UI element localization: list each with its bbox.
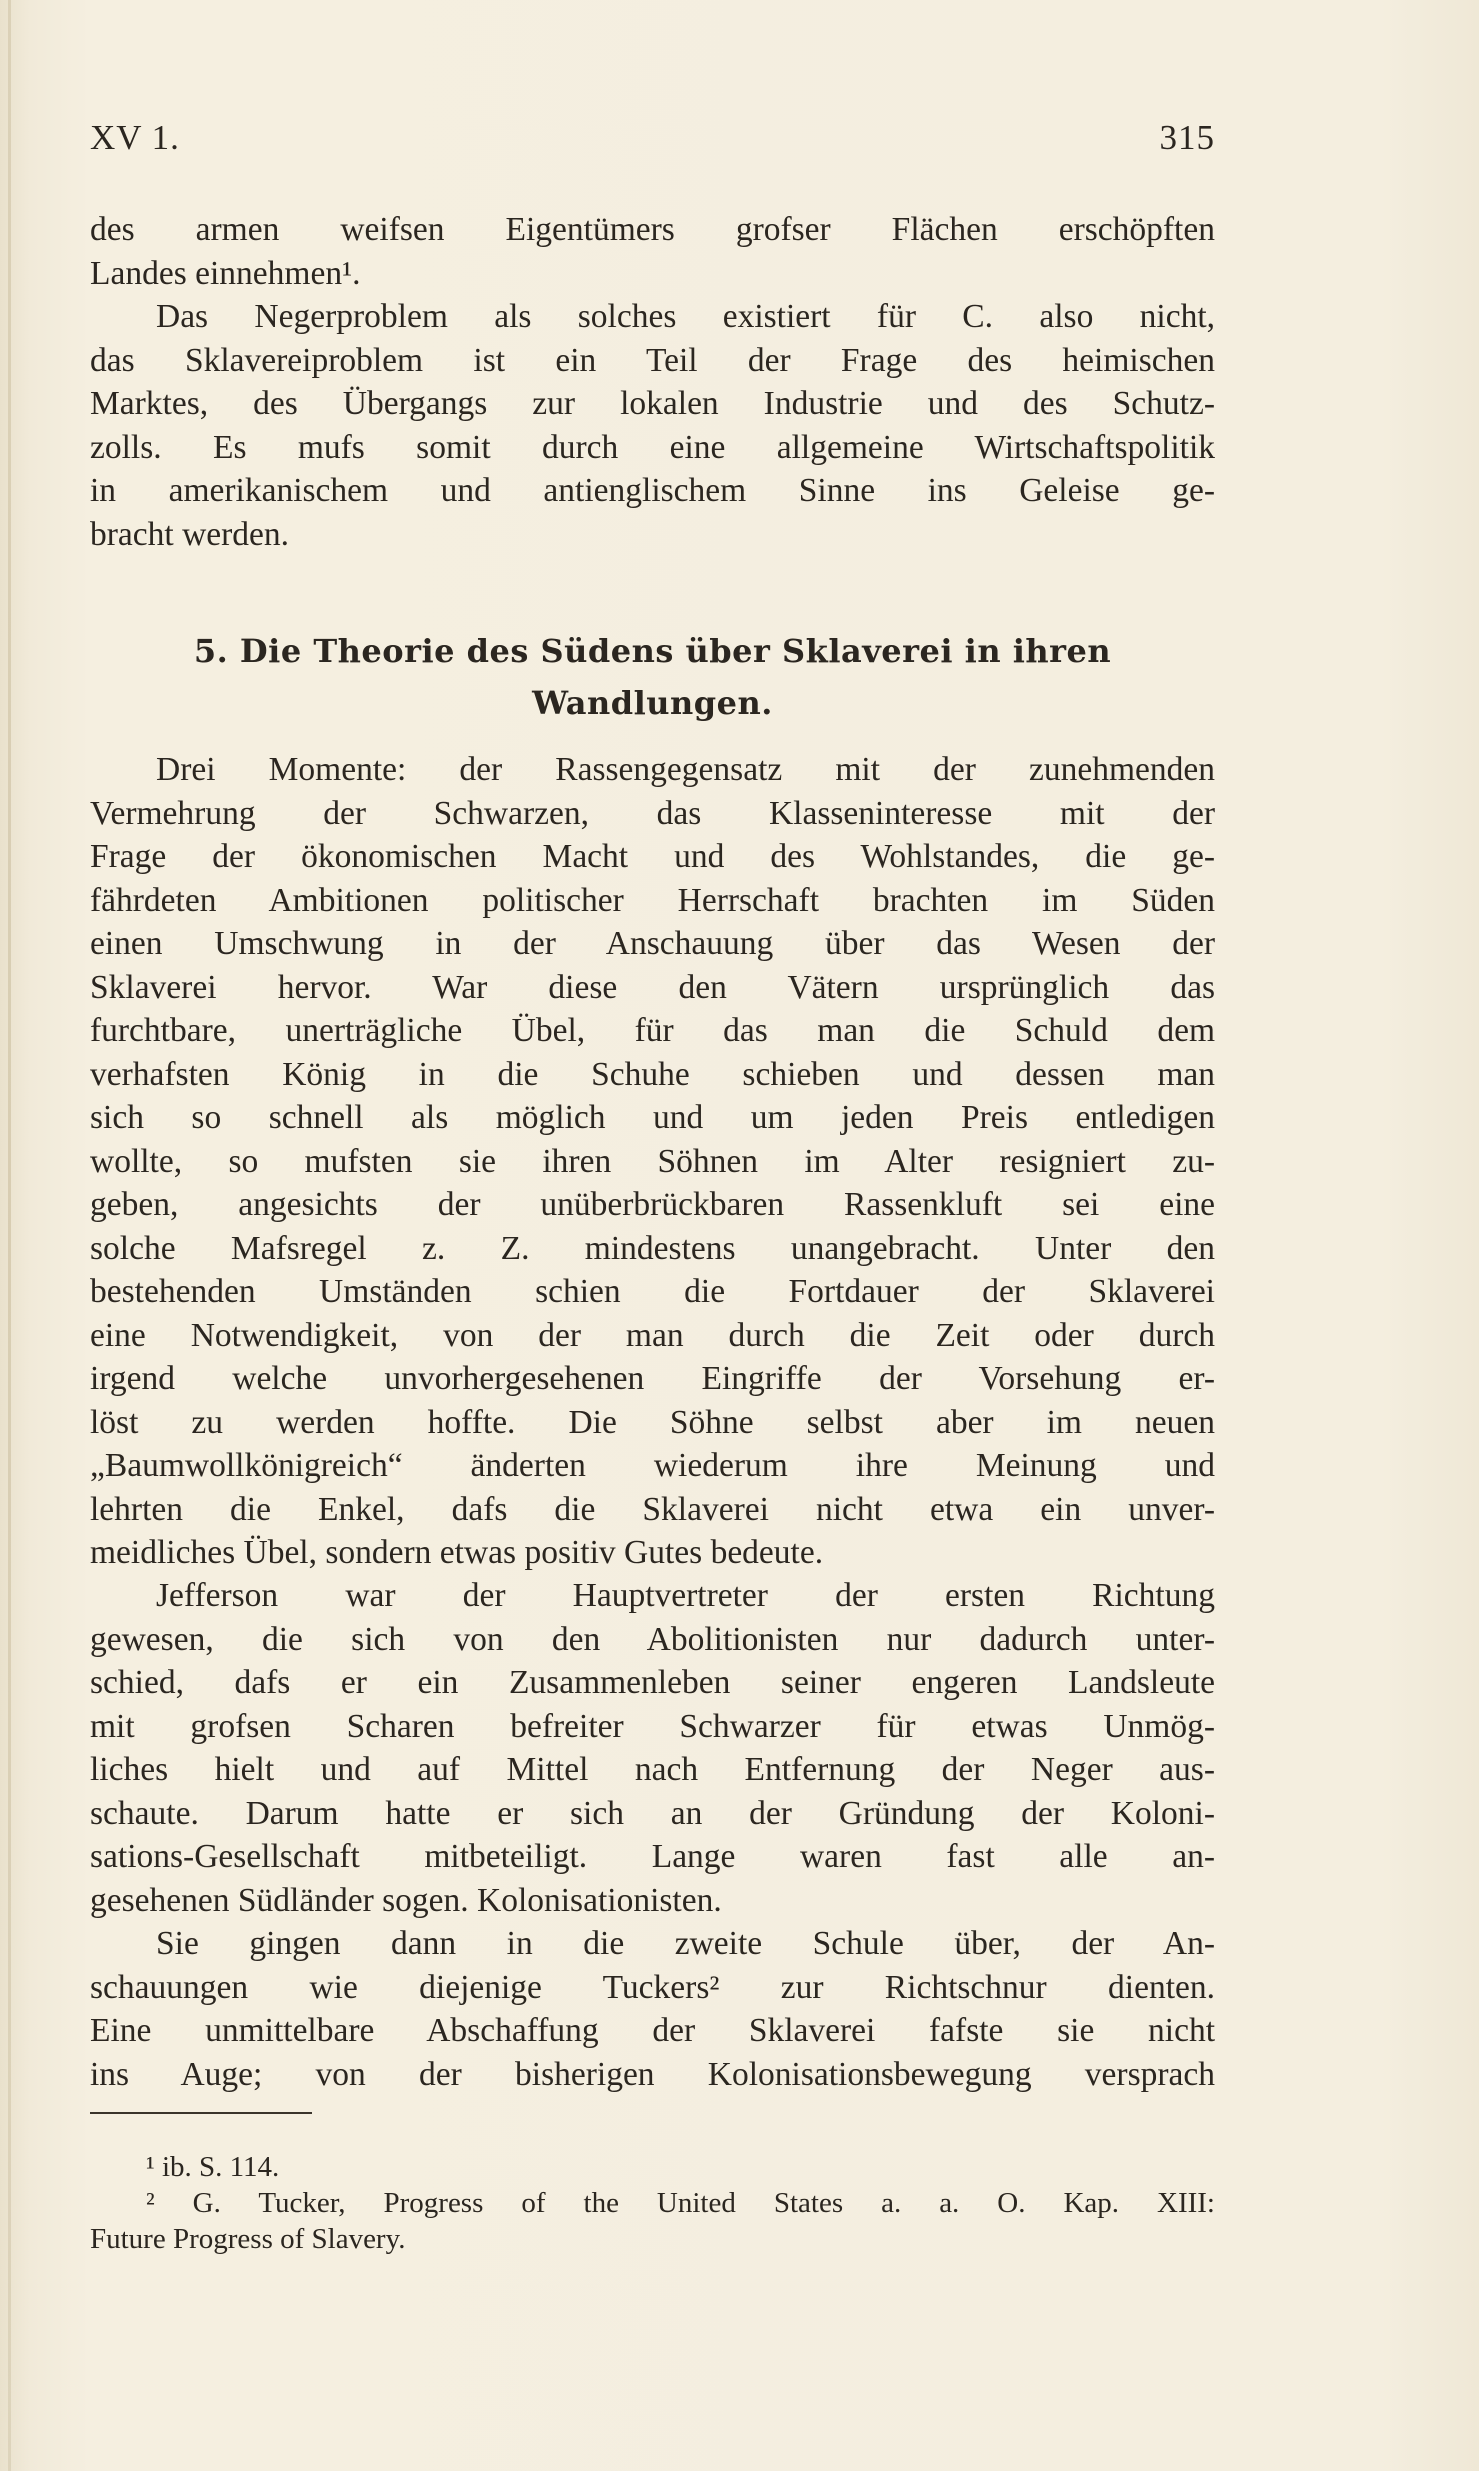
- text-line: gewesen, die sich von den Abolitionisten nur dadurch unter-: [90, 1620, 1215, 1658]
- text-line: Sklaverei hervor. War diese den Vätern ursprünglich das: [90, 968, 1215, 1006]
- section-heading: [90, 625, 1215, 729]
- footnote-rule: [90, 2112, 312, 2114]
- text-line: in amerikanischem und antienglischem Sinne ins Geleise ge-: [90, 472, 1215, 509]
- paragraph-jefferson: [90, 1574, 1215, 1922]
- paragraph-drei-momente: [90, 748, 1215, 1575]
- text-line: schauungen wie diejenige Tuckers² zur Richtschnur dienten.: [90, 1968, 1215, 2006]
- text-line: eine Notwendigkeit, von der man durch die Zeit oder durch: [90, 1316, 1215, 1354]
- text-line: Sie gingen dann in die zweite Schule über, der An-: [156, 1925, 1215, 1962]
- paragraph-continuation: [90, 208, 1215, 295]
- text-line: Frage der ökonomischen Macht und des Wohlstandes, die ge-: [90, 838, 1215, 875]
- text-line: Marktes, des Übergangs zur lokalen Industrie und des Schutz-: [90, 385, 1215, 422]
- text-line: schied, dafs er ein Zusammenleben seiner engeren Landsleute: [90, 1664, 1215, 1701]
- text-line: irgend welche unvorhergesehenen Eingriffe der Vorsehung er-: [90, 1360, 1215, 1397]
- text-line: bestehenden Umständen schien die Fortdauer der Sklaverei: [90, 1273, 1215, 1310]
- paragraph-zweite-schule: [90, 1922, 1215, 2096]
- text-line: wollte, so mufsten sie ihren Söhnen im Alter resigniert zu-: [90, 1142, 1215, 1180]
- text-line: Vermehrung der Schwarzen, das Klasseninteresse mit der: [90, 794, 1215, 832]
- text-line: sations-Gesellschaft mitbeteiligt. Lange waren fast alle an-: [90, 1838, 1215, 1875]
- text-line: des armen weifsen Eigentümers grofser Flächen erschöpften: [90, 211, 1215, 248]
- footnote-1: ¹ ib. S. 114.: [146, 2151, 280, 2183]
- section-heading-line: 5. Die Theorie des Südens über Sklaverei in ihren: [193, 632, 1112, 670]
- section-heading-line: Wandlungen.: [532, 684, 773, 722]
- text-line: liches hielt und auf Mittel nach Entfernung der Neger aus-: [90, 1751, 1215, 1788]
- paragraph-negerproblem: [90, 295, 1215, 556]
- text-line: Eine unmittelbare Abschaffung der Sklaverei fafste sie nicht: [90, 2012, 1215, 2049]
- text-line: furchtbare, unerträgliche Übel, für das man die Schuld dem: [90, 1012, 1215, 1049]
- running-header: [90, 118, 1215, 168]
- text-line: lehrten die Enkel, dafs die Sklaverei nicht etwa ein unver-: [90, 1490, 1215, 1528]
- text-line: solche Mafsregel z. Z. mindestens unangebracht. Unter den: [90, 1229, 1215, 1267]
- footnote-2-continued: Future Progress of Slavery.: [90, 2223, 406, 2255]
- text-line: Jefferson war der Hauptvertreter der ersten Richtung: [156, 1577, 1215, 1614]
- text-line: Das Negerproblem als solches existiert für C. also nicht,: [156, 298, 1215, 335]
- text-line: Drei Momente: der Rassengegensatz mit der zunehmenden: [156, 751, 1215, 788]
- text-line: einen Umschwung in der Anschauung über das Wesen der: [90, 925, 1215, 962]
- text-line: fährdeten Ambitionen politischer Herrschaft brachten im Süden: [90, 881, 1215, 919]
- text-line: bracht werden.: [90, 515, 290, 553]
- text-line: geben, angesichts der unüberbrückbaren Rassenkluft sei eine: [90, 1186, 1215, 1223]
- page-number: 315: [1159, 118, 1215, 157]
- page-edge-shadow: [8, 0, 11, 2471]
- text-line: meidliches Übel, sondern etwas positiv Gutes bedeute.: [90, 1534, 824, 1571]
- text-line: sich so schnell als möglich und um jeden Preis entledigen: [90, 1099, 1215, 1136]
- section-label: XV 1.: [90, 118, 180, 157]
- text-line: verhafsten König in die Schuhe schieben und dessen man: [90, 1055, 1215, 1093]
- text-line: schaute. Darum hatte er sich an der Gründung der Koloni-: [90, 1794, 1215, 1832]
- text-line: ins Auge; von der bisherigen Kolonisationsbewegung versprach: [90, 2055, 1215, 2093]
- text-line: löst zu werden hoffte. Die Söhne selbst aber im neuen: [90, 1403, 1215, 1441]
- footnote-2: ² G. Tucker, Progress of the United States a. a. O. Kap. XIII:: [146, 2187, 1215, 2219]
- text-line: mit grofsen Scharen befreiter Schwarzer für etwas Unmög-: [90, 1707, 1215, 1745]
- text-line: das Sklavereiproblem ist ein Teil der Frage des heimischen: [90, 341, 1215, 379]
- text-line: gesehenen Südländer sogen. Kolonisationisten.: [90, 1881, 722, 1919]
- text-line: zolls. Es mufs somit durch eine allgemeine Wirtschaftspolitik: [90, 428, 1215, 466]
- text-line: „Baumwollkönigreich“ änderten wiederum ihre Meinung und: [90, 1447, 1215, 1484]
- text-line: Landes einnehmen¹.: [90, 254, 361, 292]
